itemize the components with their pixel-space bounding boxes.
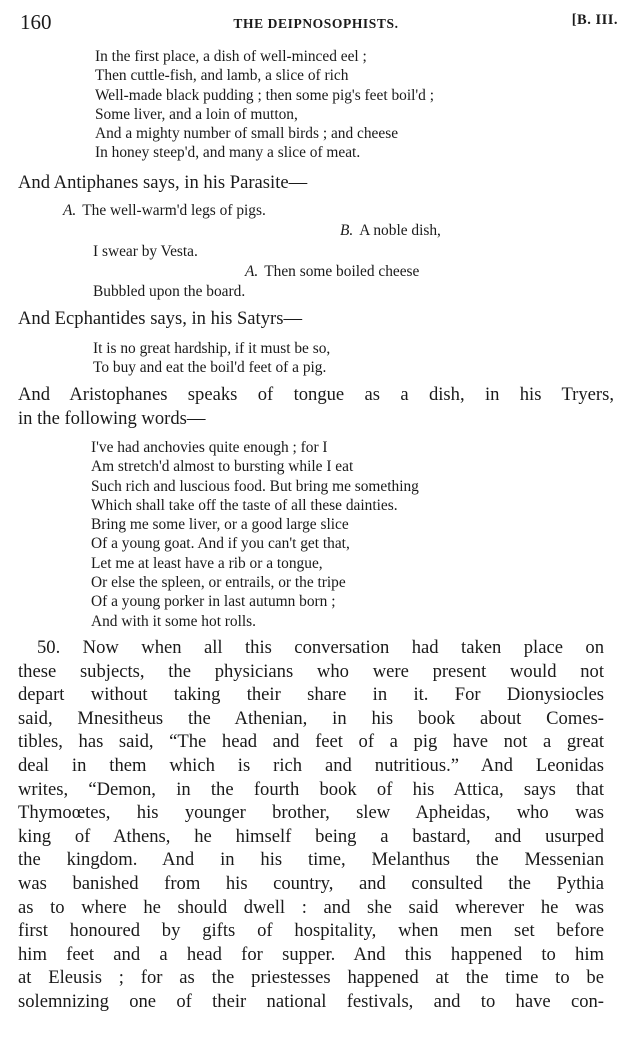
intro-aristophanes: And Aristophanes speaks of tongue as a dish, in his Tryers, in the following words— bbox=[18, 384, 614, 429]
paragraph-line: as to where he should dwell : and she said wherever he was bbox=[18, 896, 604, 918]
paragraph-line: 50. Now when all this conversation had taken place on bbox=[37, 637, 604, 658]
paragraph-line: tibles, has said, “The head and feet of a pig have not a great bbox=[18, 731, 604, 753]
verse-line: Then cuttle-fish, and lamb, a slice of rich bbox=[95, 67, 349, 85]
verse-line: Of a young goat. And if you can't get that, bbox=[91, 535, 350, 553]
verse-line: Bring me some liver, or a good large slice bbox=[91, 516, 349, 534]
verse-line: It is no great hardship, if it must be so, bbox=[93, 340, 331, 357]
page-header bbox=[0, 6, 632, 36]
paragraph-line: Thymoœtes, his younger brother, slew Apheidas, who was bbox=[18, 802, 604, 824]
paragraph-line: first honoured by gifts of hospitality, when men set before bbox=[18, 920, 604, 942]
verse-line: In honey steep'd, and many a slice of meat. bbox=[95, 144, 361, 162]
dialogue-line: B. A noble dish, bbox=[340, 222, 441, 239]
paragraph-line: him feet and a head for supper. And this happened to him bbox=[18, 943, 604, 965]
paragraph-line: was banished from his country, and consulted the Pythia bbox=[18, 872, 604, 894]
paragraph-line: depart without taking their share in it. For Dionysiocles bbox=[18, 684, 604, 706]
verse-line: And with it some hot rolls. bbox=[91, 612, 257, 630]
verse-line: Of a young porker in last autumn born ; bbox=[91, 593, 336, 611]
speaker-label: A. bbox=[245, 263, 259, 280]
verse-line: Which shall take off the taste of all these dainties. bbox=[91, 496, 398, 514]
paragraph-line: king of Athens, he himself being a bastard, and usurped bbox=[18, 825, 604, 847]
dialogue-line: Bubbled upon the board. bbox=[93, 283, 246, 300]
speaker-label: B. bbox=[340, 222, 354, 239]
verse-line: Or else the spleen, or entrails, or the tripe bbox=[91, 574, 346, 592]
verse-quotation-3 bbox=[0, 438, 632, 631]
intro-antiphanes: And Antiphanes says, in his Parasite— bbox=[18, 172, 308, 193]
intro-ecphantides: And Ecphantides says, in his Satyrs— bbox=[18, 308, 303, 329]
dialogue-quotation bbox=[0, 201, 632, 301]
paragraph-line: at Eleusis ; for as the priestesses happened at the time to be bbox=[18, 967, 604, 989]
verse-line: And a mighty number of small birds ; and cheese bbox=[95, 125, 399, 143]
paragraph-line: writes, “Demon, in the fourth book of his Attica, says that bbox=[18, 778, 604, 800]
paragraph-line: these subjects, the physicians who were present would not bbox=[18, 660, 604, 682]
paragraph-line: solemnizing one of their national festivals, and to have con- bbox=[18, 990, 604, 1012]
verse-line: In the first place, a dish of well-minced eel ; bbox=[95, 48, 367, 65]
paragraph-line: the kingdom. And in his time, Melanthus the Messenian bbox=[18, 849, 604, 871]
verse-quotation-2 bbox=[0, 339, 632, 378]
dialogue-line: I swear by Vesta. bbox=[93, 243, 198, 260]
verse-line: Well-made black pudding ; then some pig's feet boil'd ; bbox=[95, 86, 434, 104]
paragraph-line: said, Mnesitheus the Athenian, in his book about Comes- bbox=[18, 707, 604, 729]
paragraph-line: deal in them which is rich and nutritious.” And Leonidas bbox=[18, 754, 604, 776]
verse-line: To buy and eat the boil'd feet of a pig. bbox=[93, 359, 327, 377]
verse-quotation-1 bbox=[0, 47, 632, 163]
dialogue-line: A. Then some boiled cheese bbox=[245, 263, 420, 280]
verse-line: Such rich and luscious food. But bring me something bbox=[91, 477, 419, 495]
verse-line: I've had anchovies quite enough ; for I bbox=[91, 439, 328, 456]
section-50-paragraph bbox=[18, 636, 604, 1014]
verse-line: Let me at least have a rib or a tongue, bbox=[91, 554, 323, 572]
page-number: 160 bbox=[20, 10, 52, 34]
verse-line: Am stretch'd almost to bursting while I eat bbox=[91, 458, 354, 476]
book-reference: [B. III. bbox=[571, 12, 618, 28]
speaker-label: A. bbox=[63, 202, 77, 219]
running-title: THE DEIPNOSOPHISTS. bbox=[233, 16, 399, 31]
dialogue-line: A. The well-warm'd legs of pigs. bbox=[63, 202, 266, 219]
verse-line: Some liver, and a loin of mutton, bbox=[95, 105, 298, 123]
